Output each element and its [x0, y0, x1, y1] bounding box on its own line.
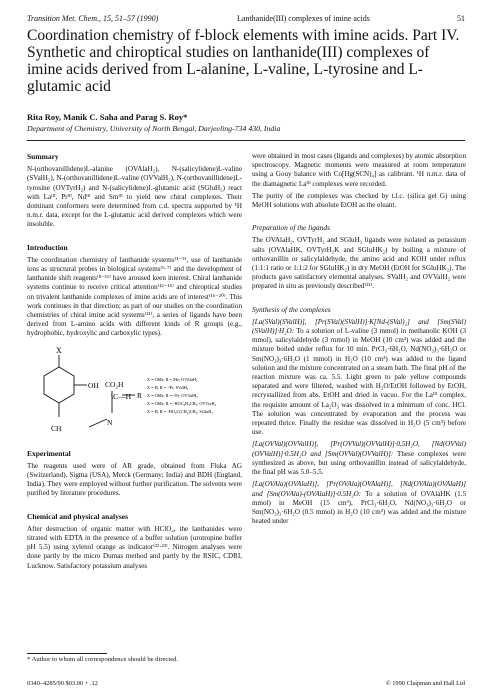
article-title: Coordination chemistry of f-block elements with imine acids. Part IV. Synthetic and chiroptical studies on lanthanide(III) complexes of imine acids derived from L-alanine, L-valine, L-tyrosine and L-glutamic acid — [27, 27, 460, 95]
substituent-x: X — [56, 345, 62, 355]
author-affiliation: Department of Chemistry, University of North Bengal, Darjeeling-734 430, India — [27, 124, 281, 133]
ligand-key-1: X = OMe, R = Me; OVAlaH₂ — [147, 376, 198, 382]
article-authors: Rita Roy, Manik C. Saha and Parag S. Roy* — [27, 112, 188, 122]
synthesis-ovala-text: To a solution of OVAlaHK (1.5 mmol) in MeOH (15 cm³), PrCl₃·6H₂O, Nd(NO₃)₃·6H₂O or Sm(NO₃)₃·6H₂O (0.5 mmol) in H₂O (10 cm³) was added and the mixture heated under — [252, 489, 466, 526]
chemical-analyses-text: After destruction of organic matter with HClO₄, the lanthanides were titrated with EDTA in the presence of a buffer solution (urotropine buffer pH 5.5) using xylenol orange as indicator⁽²²·²³⁾. Nitrogen analyses were done partly by the micro Dumas method and partly by the RSIC, CDRI, Lucknow. Satisfactory potassium analyses — [27, 524, 242, 570]
synthesis-ovala-formula: [La(OVAla)(OVAlaH)], [Pr(OVAla)(OVAlaH)], [Nd(OVAla)(OVAlaH)] and [Sm(OVAla)-(OVAlaH)]·0.5H₂O: — [252, 480, 466, 498]
journal-citation: Transition Met. Chem., 15, 51–57 (1990) — [27, 14, 159, 23]
correspondence-footnote: * Author to whom all correspondence should be directed. — [27, 656, 179, 663]
experimental-text: The reagents used were of AR grade, obtained from Fluka AG (Switzerland), Sigma (USA), Merck (Germany; India) and BDH (England, India). They were employed without further purification. The solvents were purified by literature procedures. — [27, 461, 242, 498]
synthesis-sval-formula: [La(SVal)(SValH)], [Pr(SVal)(SValH)]·K[Nd-(SVal)₂] and [Sm(SVal)(SValH)]·H₂O: — [252, 317, 466, 336]
ligand-structure-drawing — [27, 345, 242, 445]
ligand-structure-figure — [27, 345, 242, 445]
copyright-notice: © 1990 Chapman and Hall Ltd — [385, 680, 465, 687]
page-number: 51 — [457, 14, 465, 23]
carboxyl-label: CO₂H — [105, 379, 124, 389]
running-title: Lanthanide(III) complexes of imine acids — [237, 14, 370, 23]
ligand-preparation-text: The OVAlaH₂, OVTyrH₂ and SGluH₃ ligands were isolated as potassium salts (OVAlaHK, OVTyrH₂K and SGluHK₂) by boiling a mixture of orthovanillin or salicylaldehyde, the amino acid and KOH under reflux (1:1:1 ratio or 1:1:2 for SGluHK₂) in dry MeOH (EtOH for SGluHK₂). The products gave satisfactory elemental analyses. SValH₂ and OVValH₂ were prepared in situ as previously described⁽²¹⁾. — [252, 236, 466, 291]
analyses-continued-text: were obtained in most cases (ligands and complexes) by atomic absorption spectroscopy. Magnetic moments were measured at room temperature using a Gouy balance with Co[Hg(SCN)₄] as calibrant. ¹H n.m.r. data of the diamagnetic Laᴵᴵᴵ complexes were recorded. — [252, 152, 466, 188]
hydroxyl-label: OH — [88, 380, 99, 390]
ligand-key-3: X = OMe, R = -ⁱPr; OVValH₂ — [147, 392, 198, 398]
left-column — [27, 152, 242, 574]
synthesis-ovval-formula: [La(OVVal)(OVValH)], [Pr(OVVal)(OVValH)]·0.5H₂O, [Nd(OVVal)(OVValH)]·0.5H₂O and [Sm(OVVal)(OVValH)]: — [252, 440, 466, 458]
introduction-text: The coordination chemistry of lanthanide systems⁽¹⁻⁵⁾, use of lanthanide ions as structural probes in biological systems⁽⁶·⁷⁾ and the development of lanthanide shift reagents⁽⁸⁻¹¹⁾ have aroused keen interest. Chiral lanthanide systems continue to receive critical attention⁽¹²⁻¹⁵⁾ and chiroptical studies on trivalent lanthanide complexes of imine acids are of interest⁽¹⁶⁻²⁰⁾. This work continues in that direction; as part of our studies on the coordination chemistries of chiral imine acid systems⁽²¹⁾, a series of ligands have been derived from L-amino acids with different kinds of R groups (e.g., hydrophobic, hydroxylic and carboxylic types). — [27, 255, 242, 338]
footnote-rule — [27, 653, 107, 654]
introduction-heading: Introduction — [27, 242, 68, 252]
ligand-key-5: X = H, R = -HO₂C(CH₂)CH₂; SGluH₃ — [147, 408, 213, 414]
imine-ch-label: CH — [51, 423, 62, 433]
article-code: 0340–4285/90 $03.00 + .12 — [27, 680, 98, 687]
purity-text: The purity of the complexes was checked by t.l.c. (silica gel G) using MeOH solutions with absolute EtOH as the eluant. — [252, 191, 466, 210]
right-column — [252, 152, 466, 529]
synthesis-sval-text: To a solution of L-valine (3 mmol) in methanolic KOH (3 mmol), salicylaldehyde (3 mmol) in MeOH (10 cm³) was added and the mixture boiled under reflux for 10 min. PrCl₃·6H₂O, Nd(NO₃)₃·6H₂O or Sm(NO₃)₃·6H₂O (1 mmol) in H₂O (10 cm³) was added to the ligand solution and the mixture concentrated on a steam bath. The final pH of the reaction mixture was ca. 5.5. Light green to pale yellow compounds separated and were filtered, washed with H₂O/EtOH followed by EtOH, recrystallized from abs. EtOH and dried in vacuo. For the Laᴵᴵᴵ complex, the requisite amount of La₂O₃ was dissolved in a minimum of conc. HCl. The solution was concentrated by evaporation and the process was repeated thrice. Finally the residue was dissolved in H₂O (5 cm³) before use. — [252, 327, 466, 437]
r-group-label: R — [137, 390, 143, 400]
imine-n-label: N — [107, 417, 113, 427]
ligand-key-4: X = OMe, R = -HOC₆H₄CH₂; OVTyrH₂ — [147, 400, 217, 406]
summary-heading: Summary — [27, 152, 59, 161]
synthesis-ovval-text: These complexes were synthesized as above, but using orthovanillin instead of salicylaldehyde, the final pH was 5.0–5.5. — [252, 449, 466, 477]
synthesis-ovala-paragraph — [252, 480, 466, 526]
alpha-ch-label: \C—H — [111, 391, 132, 401]
summary-text: N-(orthovanillidene)L-alanine (OVAlaH₂), N-(salicylidene)L-valine (SValH₂), N-(orthovanillidene)L-valine (OVValH₂), N-(orthovanillidene)L-tyrosine (OVTyrH₂) and N-(salicylidene)L-glutamic acid (SGluH₃) react with Laᴵᴵᴵ, Prᴵᴵᴵ, Ndᴵᴵᴵ and Smᴵᴵᴵ to yield new chiral complexes. Their dominant conformers were determined from c.d. spectra supported by ¹H n.m.r. data, except for the L-glutamic acid derived complexes which were insoluble. — [27, 165, 242, 229]
ligand-preparation-heading: Preparation of the ligands — [252, 223, 330, 233]
title-rule — [27, 140, 465, 141]
complex-synthesis-heading: Synthesis of the complexes — [252, 304, 331, 314]
ligand-key-2: X = H, R = -ⁱPr; SValH₂ — [147, 384, 189, 390]
experimental-heading: Experimental — [27, 448, 71, 458]
chemical-analyses-heading: Chemical and physical analyses — [27, 511, 129, 521]
synthesis-ovval-paragraph — [252, 440, 466, 477]
synthesis-sval-paragraph — [252, 318, 466, 438]
n-bond — [89, 419, 107, 427]
benzene-ring — [44, 367, 74, 403]
